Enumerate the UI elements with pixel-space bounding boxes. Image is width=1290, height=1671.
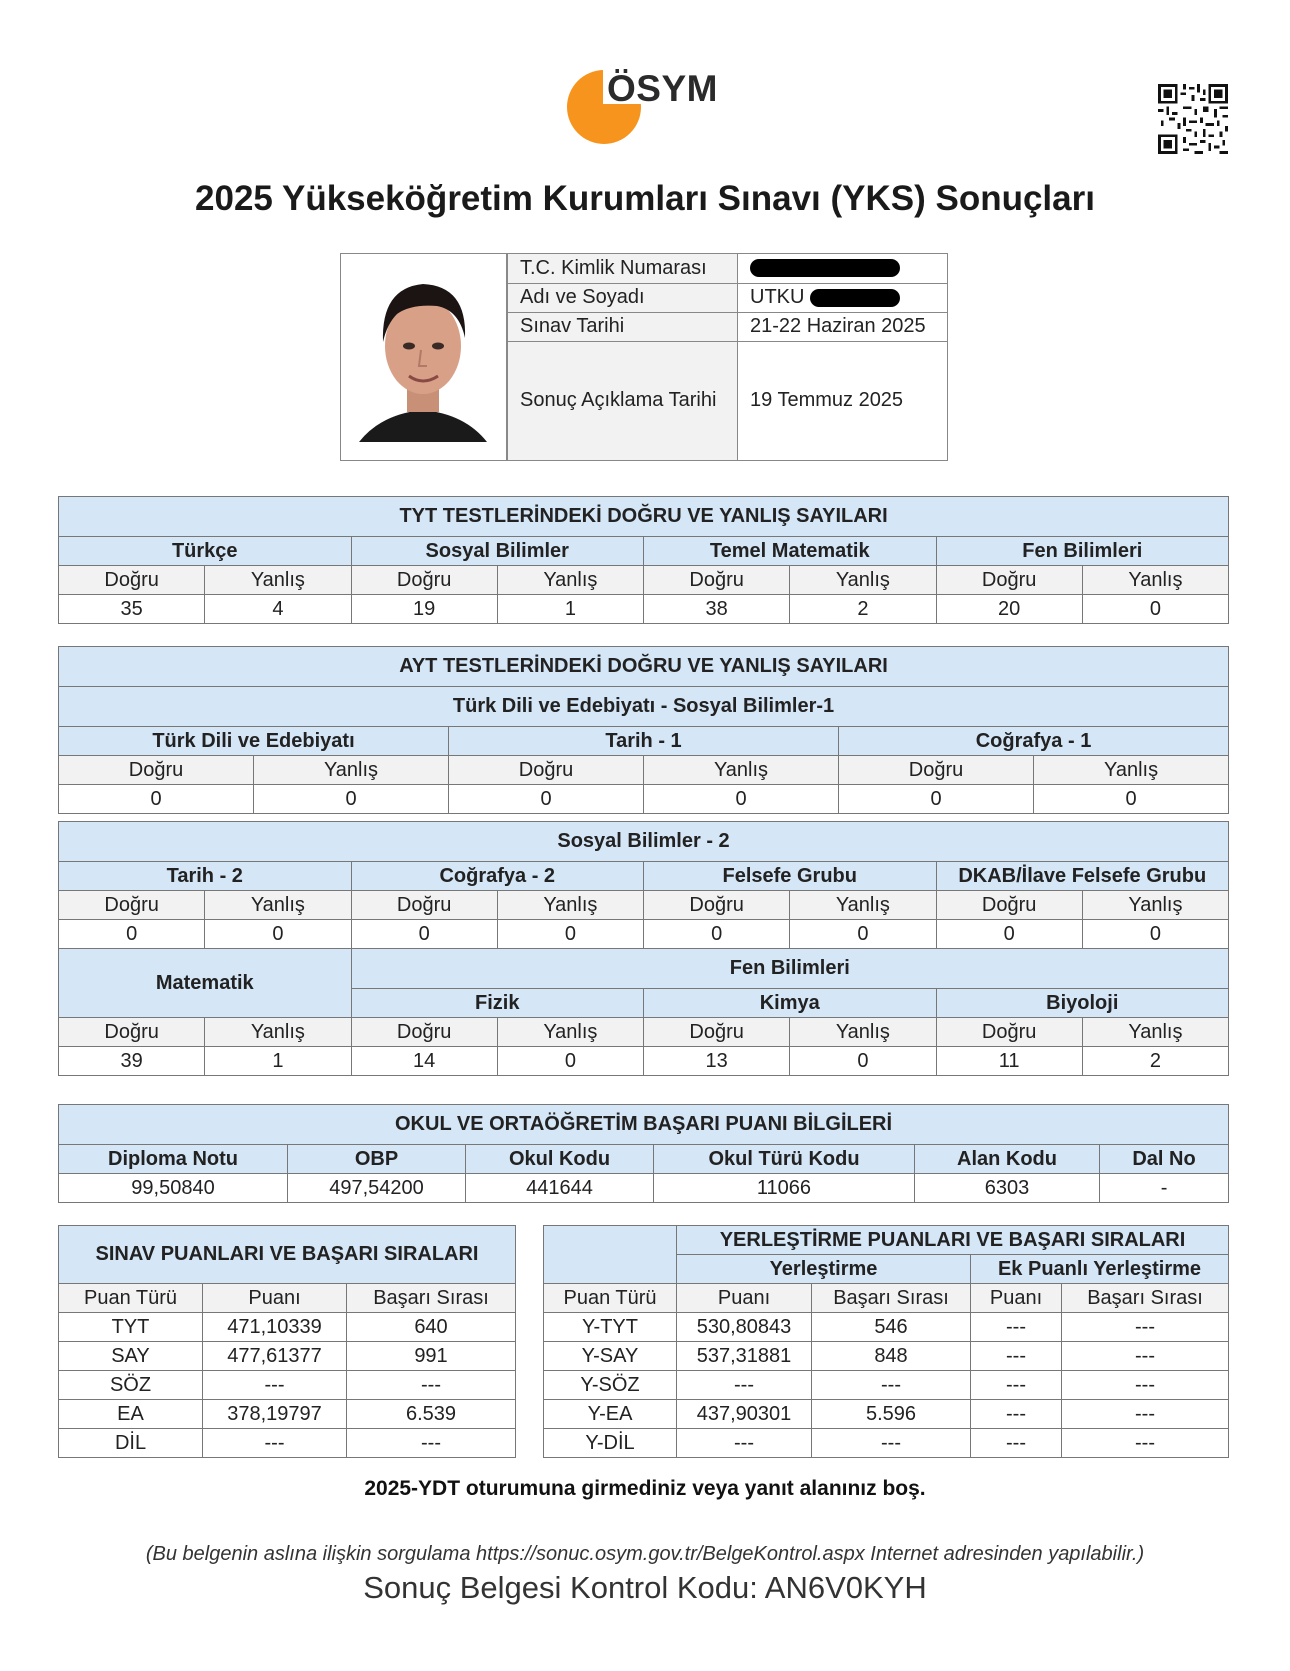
puan-turu: DİL (59, 1429, 203, 1458)
dogru-header: Doğru (59, 566, 205, 595)
ayt-test-name: Coğrafya - 2 (351, 862, 644, 891)
puani: --- (203, 1371, 347, 1400)
ayt-test-name: Tarih - 2 (59, 862, 352, 891)
yanlis-header: Yanlış (497, 1018, 643, 1047)
dogru-value: 39 (59, 1047, 205, 1076)
score-row (59, 1342, 1229, 1371)
basari-sirasi: --- (347, 1371, 516, 1400)
dogru-value: 0 (644, 920, 790, 949)
exam-scores-title: SINAV PUANLARI VE BAŞARI SIRALARI (59, 1226, 516, 1284)
dogru-value: 20 (936, 595, 1082, 624)
dogru-value: 13 (644, 1047, 790, 1076)
dogru-value: 14 (351, 1047, 497, 1076)
yanlis-header: Yanlış (1082, 566, 1228, 595)
yanlis-value: 0 (254, 785, 449, 814)
school-header: Diploma Notu (59, 1145, 288, 1174)
yanlis-value: 0 (1082, 595, 1228, 624)
ek-puani: --- (971, 1429, 1062, 1458)
ayt-table-2 (58, 821, 1229, 1076)
ayt-test-name: Biyoloji (936, 989, 1229, 1018)
puani-header: Puanı (203, 1284, 347, 1313)
ydt-notice: 2025-YDT oturumuna girmediniz veya yanıt alanınız boş. (364, 1477, 926, 1500)
osym-logo (567, 66, 737, 146)
ek-basari-sirasi: --- (1062, 1342, 1229, 1371)
name-cell (738, 283, 948, 312)
y-puani: --- (677, 1371, 812, 1400)
puani: 477,61377 (203, 1342, 347, 1371)
yerlestirme-header: Yerleştirme (677, 1255, 971, 1284)
dogru-header: Doğru (936, 1018, 1082, 1047)
tyt-test-name: Sosyal Bilimler (351, 537, 644, 566)
yanlis-value: 2 (1082, 1047, 1228, 1076)
ayt-test-name: Fizik (351, 989, 644, 1018)
yanlis-header: Yanlış (1082, 891, 1228, 920)
dogru-header: Doğru (839, 756, 1034, 785)
dogru-value: 11 (936, 1047, 1082, 1076)
score-row (59, 1313, 1229, 1342)
placement-scores-title: YERLEŞTİRME PUANLARI VE BAŞARI SIRALARI (677, 1226, 1229, 1255)
exam-date-value: 21-22 Haziran 2025 (738, 312, 948, 341)
yanlis-value: 2 (790, 595, 936, 624)
puani: --- (203, 1429, 347, 1458)
basari-sirasi: 991 (347, 1342, 516, 1371)
tyt-test-name: Temel Matematik (644, 537, 937, 566)
y-puan-turu: Y-SÖZ (544, 1371, 677, 1400)
ek-puani: --- (971, 1313, 1062, 1342)
yanlis-header: Yanlış (644, 756, 839, 785)
dogru-value: 38 (644, 595, 790, 624)
ayt-table-1 (58, 646, 1229, 814)
tyt-table (58, 496, 1229, 624)
result-date-label: Sonuç Açıklama Tarihi (508, 341, 738, 460)
basari-sirasi: 6.539 (347, 1400, 516, 1429)
dogru-header: Doğru (644, 891, 790, 920)
yanlis-header: Yanlış (1034, 756, 1229, 785)
ayt-test-name: Felsefe Grubu (644, 862, 937, 891)
puan-turu: SAY (59, 1342, 203, 1371)
dogru-value: 35 (59, 595, 205, 624)
basari-sirasi: --- (347, 1429, 516, 1458)
school-header: Dal No (1100, 1145, 1229, 1174)
score-row (59, 1371, 1229, 1400)
y-basari-sirasi: 546 (812, 1313, 971, 1342)
dogru-header: Doğru (351, 1018, 497, 1047)
yanlis-header: Yanlış (1082, 1018, 1228, 1047)
puan-turu: EA (59, 1400, 203, 1429)
basari-sirasi-header: Başarı Sırası (812, 1284, 971, 1313)
yanlis-value: 0 (497, 920, 643, 949)
ek-puani: --- (971, 1400, 1062, 1429)
exam-date-label: Sınav Tarihi (508, 312, 738, 341)
alan-kodu-value: 6303 (915, 1174, 1100, 1203)
dogru-header: Doğru (936, 566, 1082, 595)
dogru-value: 0 (59, 785, 254, 814)
school-header: Alan Kodu (915, 1145, 1100, 1174)
dogru-value: 0 (59, 920, 205, 949)
school-title: OKUL VE ORTAÖĞRETİM BAŞARI PUANI BİLGİLERİ (59, 1105, 1229, 1145)
ayt-test-name: Kimya (644, 989, 937, 1018)
okul-turu-kodu-value: 11066 (654, 1174, 915, 1203)
ek-basari-sirasi: --- (1062, 1400, 1229, 1429)
dal-no-value: - (1100, 1174, 1229, 1203)
name-value: UTKU (750, 286, 805, 308)
yanlis-header: Yanlış (790, 891, 936, 920)
dogru-value: 0 (351, 920, 497, 949)
yanlis-value: 0 (497, 1047, 643, 1076)
y-puan-turu: Y-EA (544, 1400, 677, 1429)
puani: 471,10339 (203, 1313, 347, 1342)
puan-turu-header: Puan Türü (59, 1284, 203, 1313)
y-basari-sirasi: --- (812, 1371, 971, 1400)
yanlis-value: 0 (644, 785, 839, 814)
redaction-mark (810, 289, 900, 307)
y-puani: 530,80843 (677, 1313, 812, 1342)
dogru-header: Doğru (351, 566, 497, 595)
yanlis-value: 0 (1034, 785, 1229, 814)
dogru-value: 0 (839, 785, 1034, 814)
y-puan-turu: Y-DİL (544, 1429, 677, 1458)
y-basari-sirasi: 5.596 (812, 1400, 971, 1429)
school-header: OBP (288, 1145, 466, 1174)
ek-basari-sirasi: --- (1062, 1429, 1229, 1458)
dogru-header: Doğru (59, 1018, 205, 1047)
yanlis-value: 0 (1082, 920, 1228, 949)
verification-note: (Bu belgenin aslına ilişkin sorgulama https://sonuc.osym.gov.tr/BelgeKontrol.aspx Internet adresinden yapılabilir.) (145, 1543, 1145, 1565)
puani-header: Puanı (677, 1284, 812, 1313)
dogru-header: Doğru (351, 891, 497, 920)
yanlis-header: Yanlış (497, 566, 643, 595)
scores-table (58, 1225, 1229, 1458)
basari-sirasi: 640 (347, 1313, 516, 1342)
ek-basari-sirasi: --- (1062, 1371, 1229, 1400)
ek-puanli-header: Ek Puanlı Yerleştirme (971, 1255, 1229, 1284)
qr-code-icon (1158, 84, 1228, 154)
ayt-test-name: Coğrafya - 1 (839, 727, 1229, 756)
school-header: Okul Türü Kodu (654, 1145, 915, 1174)
tyt-title: TYT TESTLERİNDEKİ DOĞRU VE YANLIŞ SAYILARI (59, 497, 1229, 537)
ayt-fen-title: Fen Bilimleri (351, 949, 1229, 989)
candidate-info-box (340, 253, 948, 461)
yanlis-value: 0 (790, 920, 936, 949)
dogru-header: Doğru (449, 756, 644, 785)
yanlis-header: Yanlış (497, 891, 643, 920)
ek-puani: --- (971, 1342, 1062, 1371)
puan-turu-header: Puan Türü (544, 1284, 677, 1313)
puani: 378,19797 (203, 1400, 347, 1429)
basari-sirasi-header: Başarı Sırası (1062, 1284, 1229, 1313)
tc-value (738, 254, 948, 283)
yanlis-header: Yanlış (790, 1018, 936, 1047)
ayt-math-name: Matematik (59, 949, 352, 1018)
candidate-info-table (507, 254, 947, 460)
y-puani: --- (677, 1429, 812, 1458)
yanlis-value: 1 (205, 1047, 351, 1076)
control-code: Sonuç Belgesi Kontrol Kodu: AN6V0KYH (363, 1570, 927, 1605)
y-puani: 437,90301 (677, 1400, 812, 1429)
puani-header: Puanı (971, 1284, 1062, 1313)
yanlis-value: 0 (205, 920, 351, 949)
puan-turu: SÖZ (59, 1371, 203, 1400)
ek-basari-sirasi: --- (1062, 1313, 1229, 1342)
school-header: Okul Kodu (466, 1145, 654, 1174)
tyt-test-name: Fen Bilimleri (936, 537, 1229, 566)
dogru-header: Doğru (936, 891, 1082, 920)
ayt-test-name: Türk Dili ve Edebiyatı (59, 727, 449, 756)
ayt-group1-title: Türk Dili ve Edebiyatı - Sosyal Bilimler-1 (59, 687, 1229, 727)
dogru-value: 19 (351, 595, 497, 624)
name-label: Adı ve Soyadı (508, 283, 738, 312)
ayt-title: AYT TESTLERİNDEKİ DOĞRU VE YANLIŞ SAYILARI (59, 647, 1229, 687)
yanlis-value: 0 (790, 1047, 936, 1076)
redaction-mark (750, 259, 900, 277)
dogru-header: Doğru (59, 891, 205, 920)
school-info-table (58, 1104, 1229, 1203)
yanlis-header: Yanlış (790, 566, 936, 595)
dogru-header: Doğru (644, 1018, 790, 1047)
yanlis-value: 1 (497, 595, 643, 624)
y-basari-sirasi: --- (812, 1429, 971, 1458)
result-date-value: 19 Temmuz 2025 (738, 341, 948, 460)
ayt-group2-title: Sosyal Bilimler - 2 (59, 822, 1229, 862)
ek-puani: --- (971, 1371, 1062, 1400)
basari-sirasi-header: Başarı Sırası (347, 1284, 516, 1313)
yanlis-header: Yanlış (205, 566, 351, 595)
y-puan-turu: Y-SAY (544, 1342, 677, 1371)
yanlis-header: Yanlış (254, 756, 449, 785)
dogru-value: 0 (449, 785, 644, 814)
dogru-header: Doğru (644, 566, 790, 595)
obp-value: 497,54200 (288, 1174, 466, 1203)
tyt-test-name: Türkçe (59, 537, 352, 566)
ayt-test-name: Tarih - 1 (449, 727, 839, 756)
page-title: 2025 Yükseköğretim Kurumları Sınavı (YKS) Sonuçları (195, 179, 1095, 218)
logo-text: ÖSYM (607, 68, 718, 109)
score-row (59, 1400, 1229, 1429)
diploma-notu-value: 99,50840 (59, 1174, 288, 1203)
candidate-photo (341, 254, 507, 460)
y-puani: 537,31881 (677, 1342, 812, 1371)
score-row (59, 1429, 1229, 1458)
y-puan-turu: Y-TYT (544, 1313, 677, 1342)
ayt-test-name: DKAB/İlave Felsefe Grubu (936, 862, 1229, 891)
tc-label: T.C. Kimlik Numarası (508, 254, 738, 283)
yanlis-value: 4 (205, 595, 351, 624)
y-basari-sirasi: 848 (812, 1342, 971, 1371)
dogru-value: 0 (936, 920, 1082, 949)
yanlis-header: Yanlış (205, 1018, 351, 1047)
puan-turu: TYT (59, 1313, 203, 1342)
yanlis-header: Yanlış (205, 891, 351, 920)
okul-kodu-value: 441644 (466, 1174, 654, 1203)
dogru-header: Doğru (59, 756, 254, 785)
